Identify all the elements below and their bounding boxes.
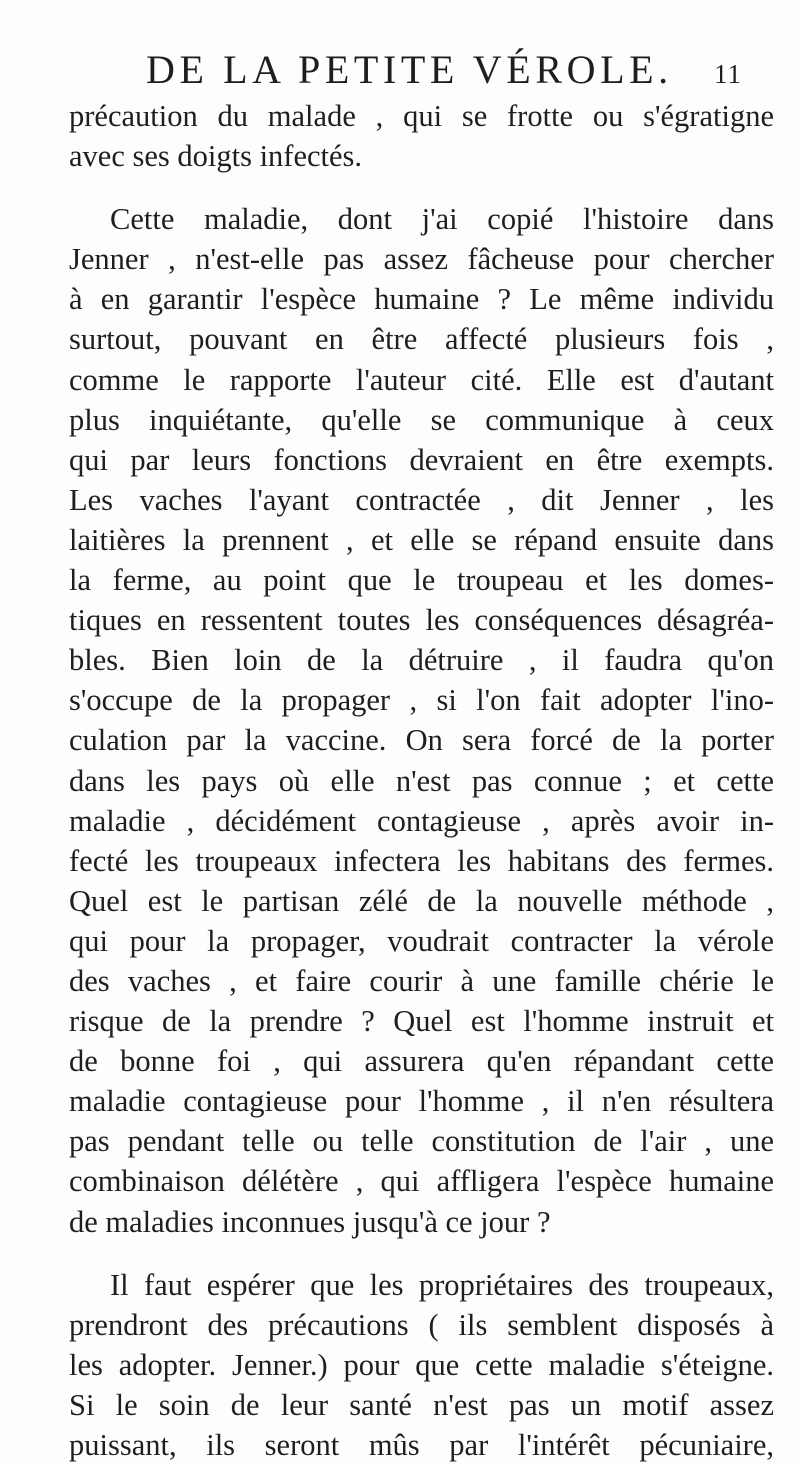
text-line: de maladies inconnues jusqu'à ce jour ? bbox=[69, 1204, 551, 1239]
text-line: laitières la prennent , et elle se répand ensuite dans bbox=[69, 522, 774, 557]
text-line: les adopter. Jenner.) pour que cette maladie s'éteigne. bbox=[69, 1347, 774, 1382]
text-line: Cette maladie, dont j'ai copié l'histoire dans bbox=[110, 202, 774, 237]
text-line: bles. Bien loin de la détruire , il faudra qu'on bbox=[69, 643, 774, 678]
text-line: Il faut espérer que les propriétaires des troupeaux, bbox=[110, 1267, 774, 1302]
text-line: la ferme, au point que le troupeau et les domes- bbox=[69, 563, 774, 598]
text-line: avec ses doigts infectés. bbox=[69, 139, 363, 174]
text-line: Jenner , n'est-elle pas assez fâcheuse pour chercher bbox=[69, 242, 774, 277]
text-line: risque de la prendre ? Quel est l'homme instruit et bbox=[69, 1004, 774, 1039]
text-line: de bonne foi , qui assurera qu'en répandant cette bbox=[69, 1044, 774, 1079]
text-line: combinaison délétère , qui affligera l'espèce humaine bbox=[69, 1164, 774, 1199]
text-line: des vaches , et faire courir à une famille chérie le bbox=[69, 963, 774, 998]
text-line: dans les pays où elle n'est pas connue ; et cette bbox=[69, 763, 774, 798]
text-line: maladie contagieuse pour l'homme , il n'en résultera bbox=[69, 1084, 774, 1119]
text-line: précaution du malade , qui se frotte ou s'égratigne bbox=[69, 99, 774, 133]
text-line: pas pendant telle ou telle constitution de l'air , une bbox=[69, 1124, 774, 1159]
text-line: tiques en ressentent toutes les conséquences désagréa- bbox=[69, 603, 774, 638]
paragraph-gap bbox=[69, 1242, 774, 1265]
paragraph bbox=[69, 199, 774, 1241]
text-line: Si le soin de leur santé n'est pas un motif assez bbox=[69, 1387, 774, 1422]
text-line: puissant, ils seront mûs par l'intérêt pécuniaire, bbox=[69, 1428, 774, 1462]
text-line: maladie , décidément contagieuse , après avoir in- bbox=[69, 803, 774, 838]
text-line: à en garantir l'espèce humaine ? Le même individu bbox=[69, 282, 774, 317]
paragraph bbox=[69, 96, 774, 176]
paragraph bbox=[69, 1265, 774, 1465]
text-line: s'occupe de la propager , si l'on fait adopter l'ino- bbox=[69, 683, 774, 718]
page-number: 11 bbox=[714, 59, 742, 89]
text-line: surtout, pouvant en être affecté plusieurs fois , bbox=[69, 322, 774, 357]
paragraph-gap bbox=[69, 176, 774, 199]
text-line: culation par la vaccine. On sera forcé de la porter bbox=[69, 723, 774, 758]
running-title: DE LA PETITE VÉROLE. bbox=[146, 47, 673, 92]
page-body bbox=[69, 96, 774, 1465]
text-line: prendront des précautions ( ils semblent disposés à bbox=[69, 1307, 774, 1342]
page-header bbox=[146, 46, 766, 94]
text-line: Les vaches l'ayant contractée , dit Jenner , les bbox=[69, 482, 774, 517]
text-line: comme le rapporte l'auteur cité. Elle est d'autant bbox=[69, 362, 774, 397]
text-line: fecté les troupeaux infectera les habitans des fermes. bbox=[69, 843, 774, 878]
text-line: plus inquiétante, qu'elle se communique à ceux bbox=[69, 402, 774, 437]
text-line: qui pour la propager, voudrait contracter la vérole bbox=[69, 923, 774, 958]
text-line: qui par leurs fonctions devraient en être exempts. bbox=[69, 442, 774, 477]
text-line: Quel est le partisan zélé de la nouvelle méthode , bbox=[69, 883, 774, 918]
